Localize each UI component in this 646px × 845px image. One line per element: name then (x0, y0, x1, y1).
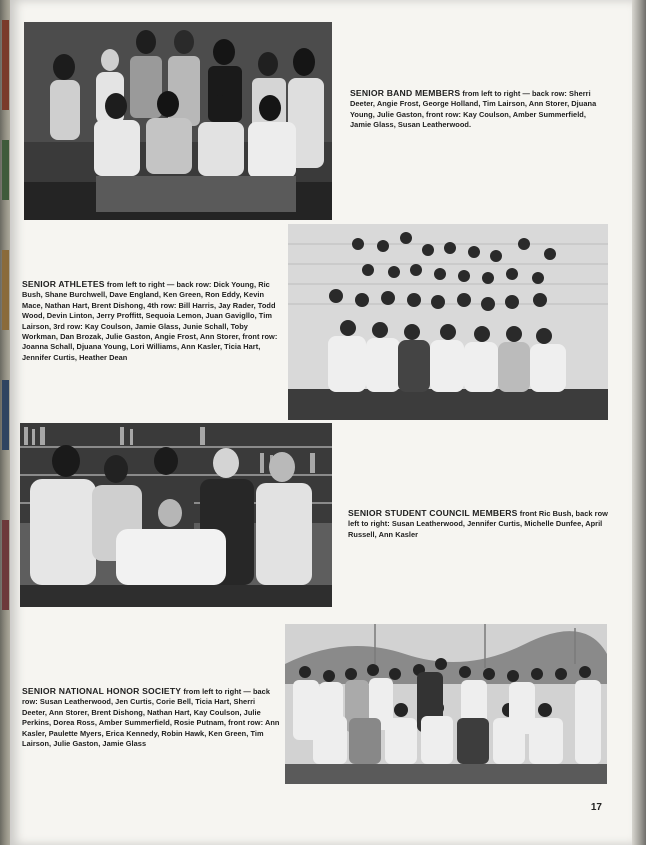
council-caption (348, 508, 610, 540)
council-photo (20, 423, 332, 607)
honor-society-title: SENIOR NATIONAL HONOR SOCIETY (22, 686, 182, 696)
council-names: front Ric Bush, back row left to right: Susan Leatherwood, Jennifer Curtis, Michelle Dunfee, April Russell, Ann Kasler (348, 509, 608, 539)
council-title: SENIOR STUDENT COUNCIL MEMBERS (348, 508, 518, 518)
athletes-caption (22, 279, 278, 363)
honor-society-photo (285, 624, 607, 784)
page-number: 17 (590, 802, 602, 813)
band-photo (24, 22, 332, 220)
band-caption (350, 88, 608, 131)
athletes-title: SENIOR ATHLETES (22, 279, 105, 289)
band-title: SENIOR BAND MEMBERS (350, 88, 461, 98)
yearbook-page (10, 0, 632, 845)
honor-society-names: from left to right — back row: Susan Leatherwood, Jen Curtis, Corie Bell, Ticia Hart, Sherri Deeter, Ann Storer, Brent Dishong, Nathan Hart, Kay Coulson, Julie Perkins, Dorea Ross, Amber Summerfield, Rosie Putnam, front row: Ann Kasler, Paulette Myers, Erica Kennedy, Robin Hawk, Ken Green, Tim Lairson, Julie Gaston, Jamie Glass (22, 687, 280, 749)
band-names: from left to right — back row: Sherri Deeter, Angie Frost, George Holland, Tim Lairson, Ann Storer, Djuana Young, Julie Gaston, front row: Kay Coulson, Amber Summerfield, Jamie Glass, Susan Leatherwood. (350, 89, 597, 130)
athletes-names: from left to right — back row: Dick Young, Ric Bush, Shane Burchwell, Dave England, Ken Green, Ron Eddy, Kevin Mace, Nathan Hart, Brent Dishong, 4th row: Bill Harris, Jay Rader, Todd Wood, Devin Linton, Jerry Proffitt, Sequoia Lemon, Juan Gavigllo, Tim Lairson, 3rd row: Kay Coulson, Jamie Glass, Junie Schall, Toby Workman, Dan Brozak, Julie Gaston, Angie Frost, Ann Storer, front row: Joanna Schall, Djuana Young, Lori Williams, Ann Kasler, Ticia Hart, Jennifer Curtis, Heather Dean (22, 280, 278, 362)
athletes-photo (288, 224, 608, 420)
honor-society-caption (22, 686, 280, 749)
page-edge (632, 0, 646, 845)
